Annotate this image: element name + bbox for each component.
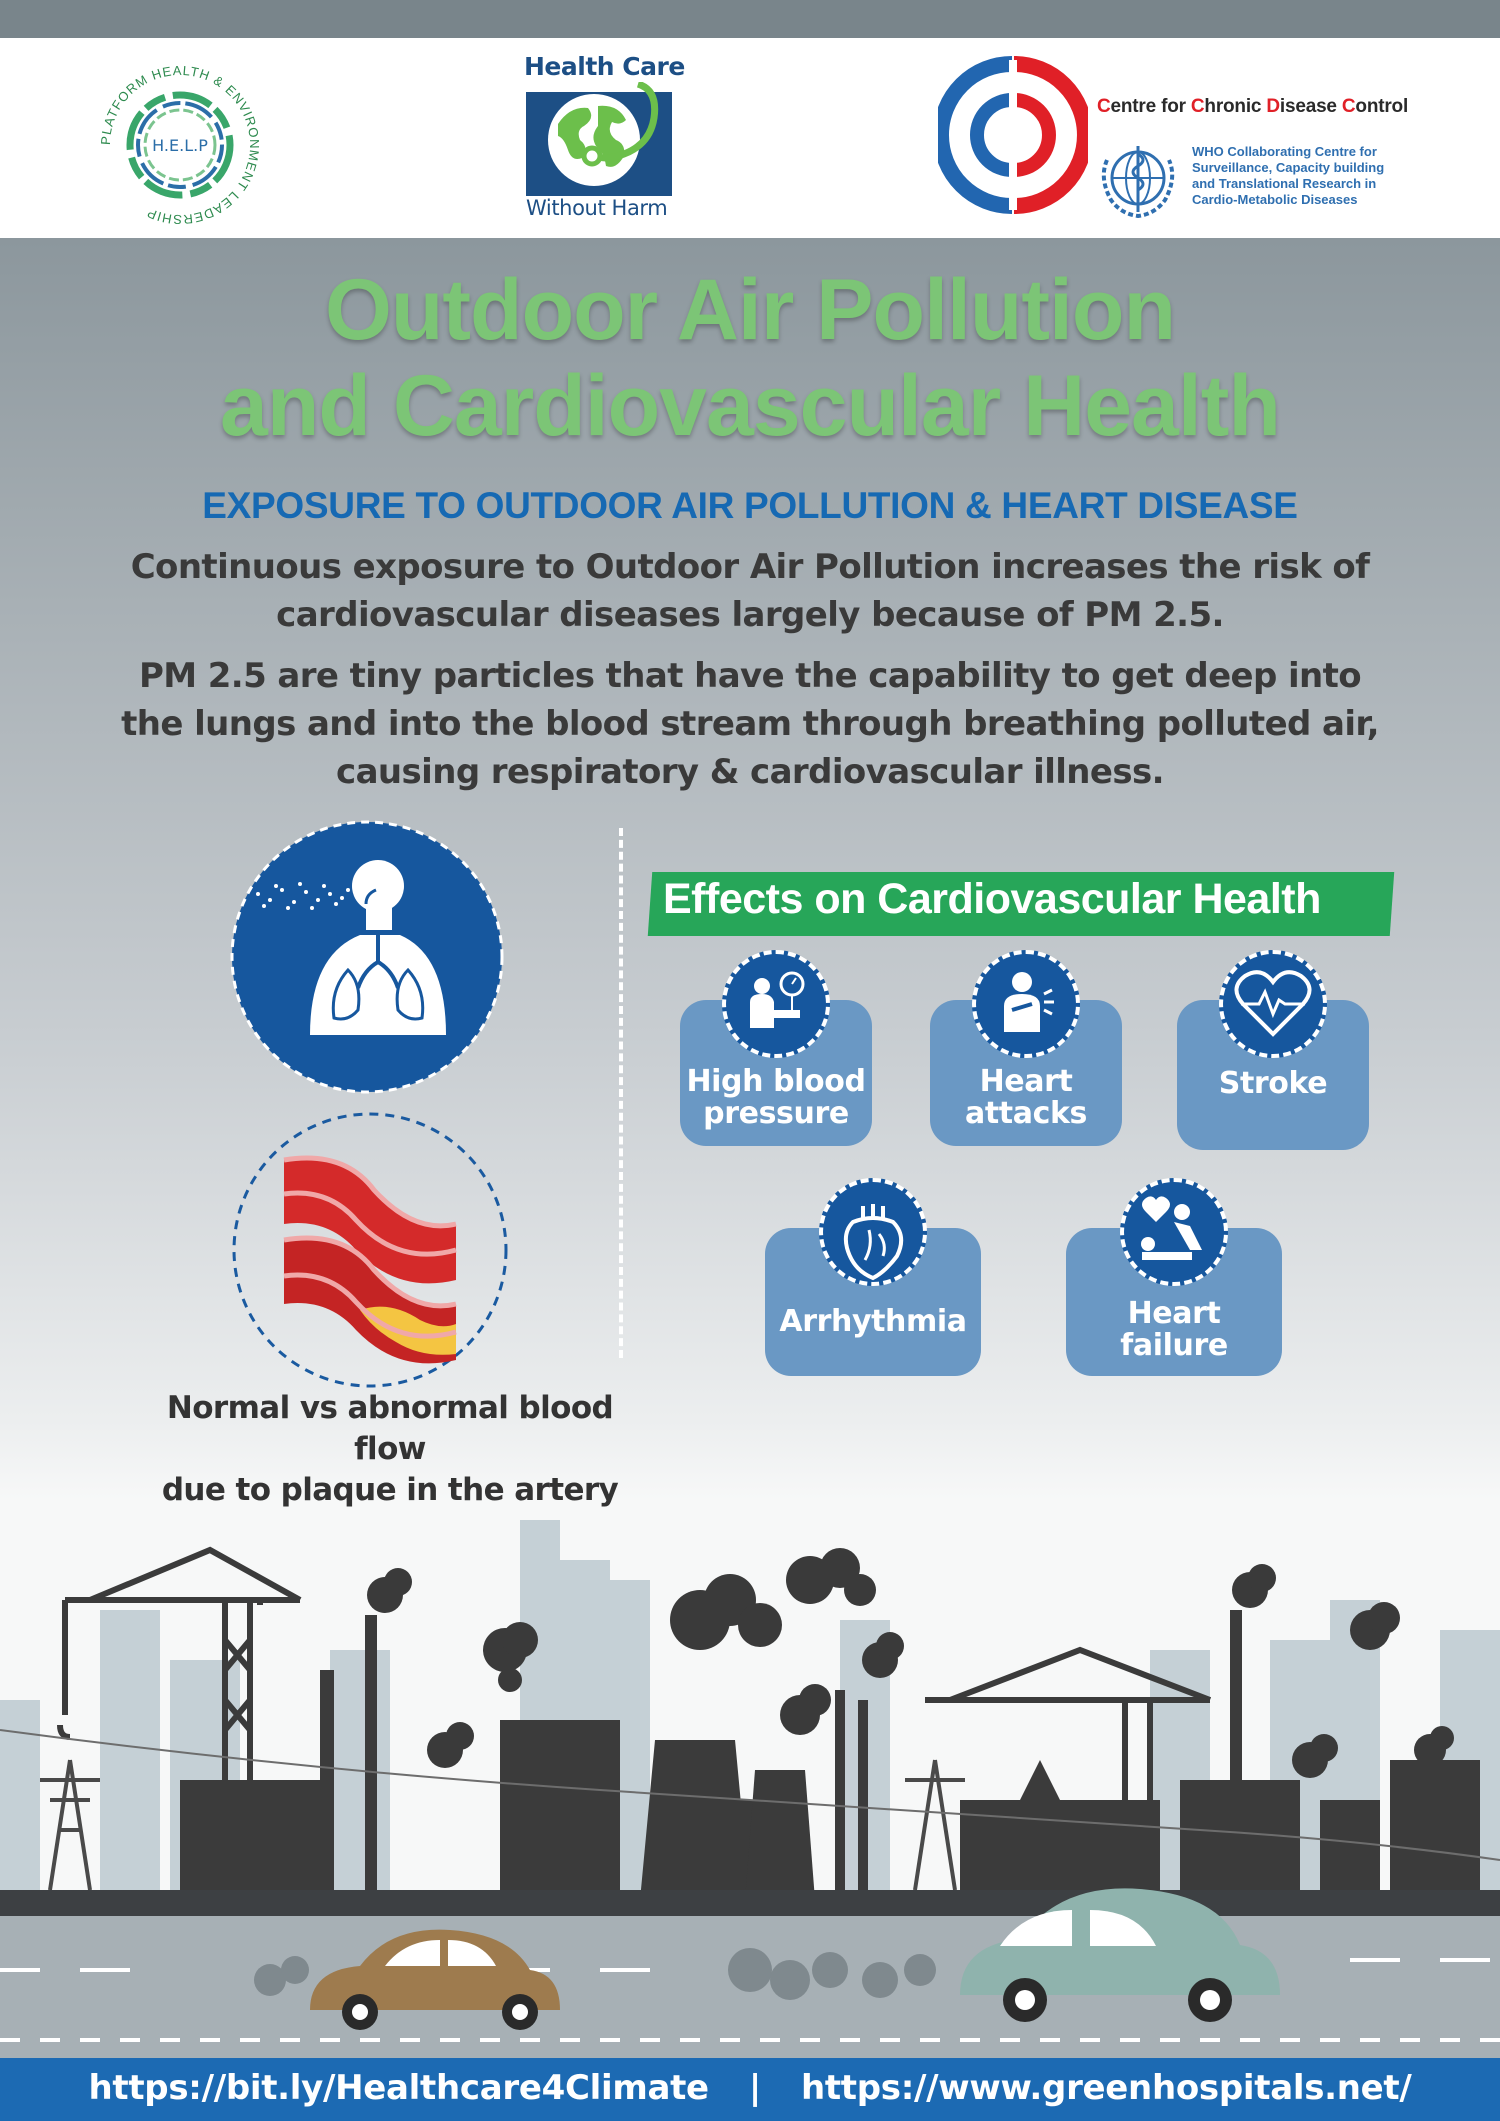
- effect-heart-failure: [1066, 1178, 1282, 1376]
- hcwh-bottom-text: Without Harm: [526, 196, 668, 220]
- help-logo: [95, 60, 265, 230]
- who-line-1: WHO Collaborating Centre for: [1192, 144, 1377, 159]
- artery-comparison-icon: [230, 1110, 510, 1390]
- effect-label-line-2: pressure: [703, 1096, 849, 1131]
- effects-header: Effects on Cardiovascular Health: [663, 875, 1321, 923]
- footer-links: [0, 2068, 1500, 2108]
- effect-label-line-1: Heart: [979, 1064, 1073, 1099]
- effect-arrhythmia: [765, 1178, 981, 1376]
- effect-label-line-1: Stroke: [1218, 1066, 1328, 1101]
- greenhospitals-link[interactable]: https://www.greenhospitals.net/: [800, 2068, 1412, 2108]
- blood-pressure-icon: [722, 950, 830, 1058]
- ccdc-word-chronic: hronic: [1204, 96, 1267, 117]
- ccdc-initial-c1: C: [1097, 96, 1111, 117]
- effect-label-line-1: High blood: [686, 1064, 866, 1099]
- ground-strip: [0, 1890, 1500, 1916]
- intro-paragraph: [120, 543, 1380, 639]
- heart-attack-icon: [972, 950, 1080, 1058]
- effect-label-line-1: Heart: [1127, 1296, 1221, 1331]
- title-line-2: and Cardiovascular Health: [220, 358, 1280, 454]
- ccdc-word-disease: isease: [1279, 96, 1342, 117]
- effect-label: [1066, 1298, 1282, 1362]
- help-ring-text: PLATFORM HEALTH & ENVIRONMENT LEADERSHIP: [97, 62, 263, 228]
- artery-caption: [130, 1388, 650, 1511]
- ccdc-initial-c2: C: [1190, 96, 1205, 117]
- pm25-paragraph: [120, 652, 1380, 796]
- top-bar: [0, 0, 1500, 38]
- healthcare4climate-link[interactable]: https://bit.ly/Healthcare4Climate: [88, 2068, 709, 2108]
- footer-separator: |: [748, 2068, 761, 2108]
- artery-caption-line-1: Normal vs abnormal blood flow: [166, 1390, 614, 1467]
- who-collaborating-text: [1192, 144, 1452, 208]
- cpr-icon: [1120, 1178, 1228, 1286]
- effect-stroke: [1177, 950, 1369, 1150]
- help-center-text: H.E.L.P: [152, 136, 208, 155]
- intro-line-1: Continuous exposure to Outdoor Air Pollution increases the risk of: [130, 547, 1370, 587]
- section-subtitle: EXPOSURE TO OUTDOOR AIR POLLUTION & HEART DISEASE: [202, 485, 1298, 526]
- section-divider: [619, 828, 623, 1358]
- breathing-lungs-icon: [230, 820, 505, 1095]
- ccdc-initial-d: D: [1266, 96, 1280, 117]
- effect-label: [680, 1066, 872, 1130]
- globe-stethoscope-icon: [526, 82, 686, 198]
- effect-high-blood-pressure: [680, 950, 872, 1146]
- intro-line-2: cardiovascular diseases largely because of PM 2.5.: [276, 595, 1224, 635]
- ccdc-word-centre: entre for: [1110, 96, 1191, 117]
- ccdc-initial-c3: C: [1341, 96, 1356, 117]
- ccdc-name: [1097, 96, 1408, 118]
- pm25-line-1: PM 2.5 are tiny particles that have the capability to get deep into: [138, 656, 1362, 696]
- page-title: [0, 262, 1500, 454]
- effect-label-line-2: failure: [1120, 1328, 1228, 1363]
- artery-caption-line-2: due to plaque in the artery: [161, 1472, 619, 1508]
- who-line-3: and Translational Research in: [1192, 176, 1377, 191]
- anatomical-heart-icon: [819, 1178, 927, 1286]
- effect-label: [765, 1306, 981, 1338]
- effect-label: [930, 1066, 1122, 1130]
- ccdc-logo: [938, 56, 1088, 214]
- hcwh-logo: [520, 52, 690, 224]
- who-emblem-icon: [1093, 140, 1183, 218]
- who-line-2: Surveillance, Capacity building: [1192, 160, 1385, 175]
- pm25-line-3: causing respiratory & cardiovascular illness.: [336, 752, 1164, 792]
- effect-label-line-1: Arrhythmia: [779, 1304, 967, 1339]
- title-line-1: Outdoor Air Pollution: [324, 262, 1175, 358]
- hcwh-top-text: Health Care: [524, 52, 685, 81]
- ccdc-word-control: ontrol: [1355, 96, 1409, 117]
- heartbeat-icon: [1219, 950, 1327, 1058]
- effect-heart-attacks: [930, 950, 1122, 1146]
- pm25-line-2: the lungs and into the blood stream through breathing polluted air,: [121, 704, 1379, 744]
- effect-label-line-2: attacks: [965, 1096, 1087, 1131]
- effect-label: [1177, 1068, 1369, 1100]
- industrial-city-illustration: [0, 1500, 1500, 2060]
- who-line-4: Cardio-Metabolic Diseases: [1192, 192, 1358, 207]
